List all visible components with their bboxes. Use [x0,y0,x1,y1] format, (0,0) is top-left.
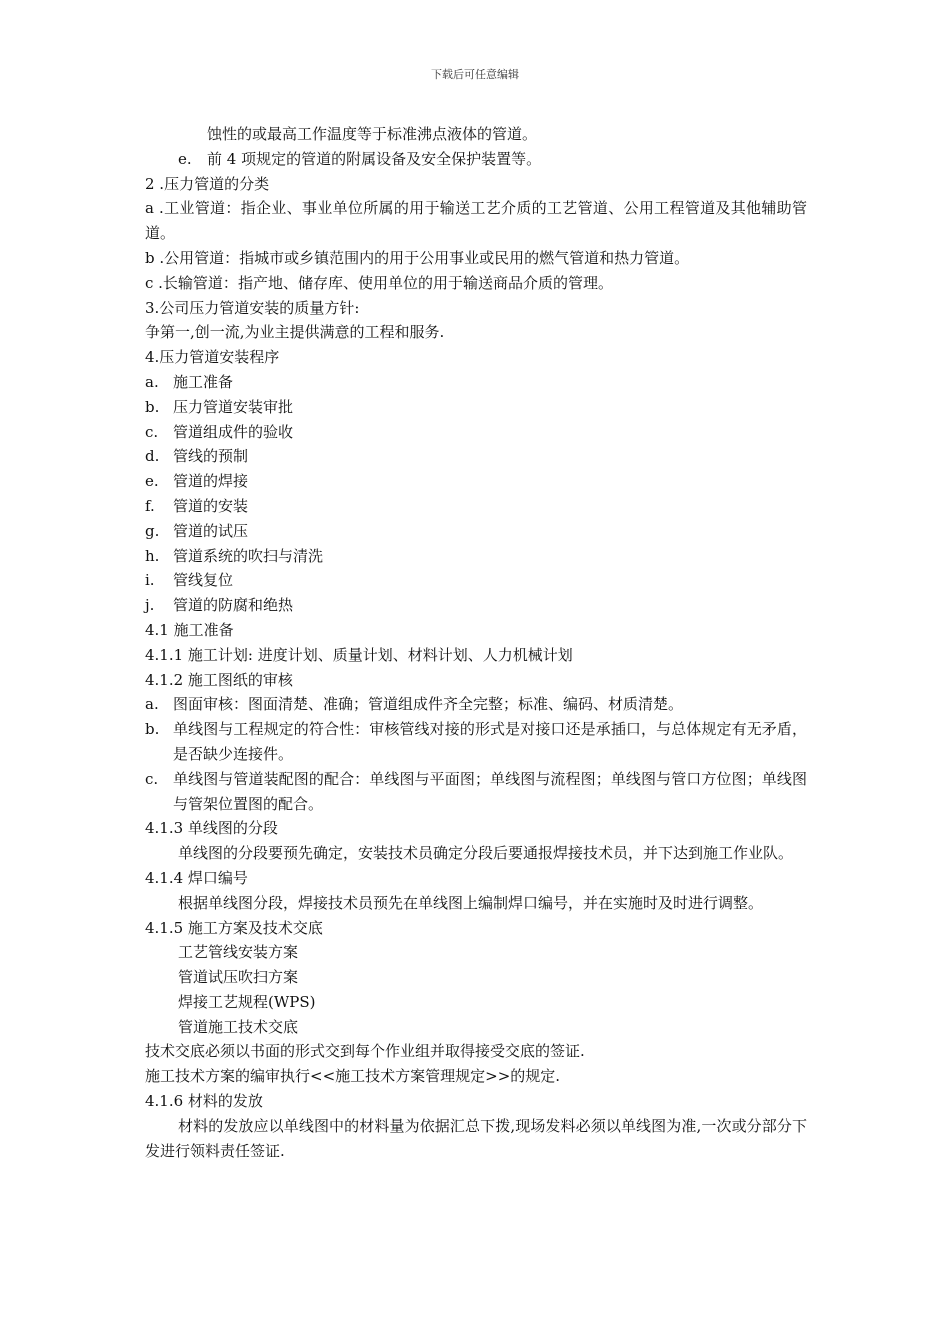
item-text: 单线图与工程规定的符合性：审核管线对接的形式是对接口还是承插口，与总体规定有无矛盾，是否缺少连接件。 [173,720,807,763]
section-3-heading: 3.公司压力管道安装的质量方针: [145,298,360,317]
item-marker: f. [145,496,155,515]
review-item [145,692,807,717]
review-item [145,717,807,767]
review-item [145,767,807,817]
section-2-item-b: b .公用管道：指城市或乡镇范围内的用于公用事业或民用的燃气管道和热力管道。 [145,248,690,267]
procedure-item [145,444,807,469]
section-2-heading: 2 .压力管道的分类 [145,174,270,193]
item-text: 管道系统的吹扫与清洗 [173,546,324,565]
plan-item: 工艺管线安装方案 [178,943,299,962]
plan-item: 管道试压吹扫方案 [178,968,299,987]
item-text: 管道组成件的验收 [173,422,294,441]
section-4-heading: 4.压力管道安装程序 [145,348,280,367]
item-text: 图面审核：图面清楚、准确；管道组成件齐全完整；标准、编码、材质清楚。 [173,695,684,714]
continued-line: 蚀性的或最高工作温度等于标准沸点液体的管道。 [207,125,538,143]
procedure-item [145,494,807,519]
plan-item: 焊接工艺规程(WPS) [178,992,316,1011]
item-marker: i. [145,571,155,590]
procedure-item [145,593,807,618]
item-marker: a. [145,372,159,391]
item-text: 管道的试压 [173,521,249,540]
procedure-item [145,395,807,420]
section-4-1-1: 4.1.1 施工计划: 进度计划、质量计划、材料计划、人力机械计划 [145,645,573,664]
section-4-1-5-note: 技术交底必须以书面的形式交到每个作业组并取得接受交底的签证. [145,1042,585,1061]
item-text: 管道的焊接 [173,472,249,491]
procedure-item [145,568,807,593]
section-3-text: 争第一,创一流,为业主提供满意的工程和服务. [145,323,445,342]
item-marker: e. [145,472,159,491]
procedure-item [145,469,807,494]
item-marker: h. [145,546,160,565]
procedure-item [145,370,807,395]
section-2-item-a: a .工业管道：指企业、事业单位所属的用于输送工艺介质的工艺管道、公用工程管道及其他辅助管道。 [145,199,807,243]
item-marker: g. [145,521,160,540]
item-text: 前 4 项规定的管道的附属设备及安全保护装置等。 [207,149,542,168]
section-4-1-2-heading: 4.1.2 施工图纸的审核 [145,670,293,689]
item-marker: b. [145,720,160,739]
section-4-1-6-heading: 4.1.6 材料的发放 [145,1092,263,1111]
item-text: 管线复位 [173,571,234,590]
item-marker: c. [145,769,159,788]
item-marker: c. [145,422,159,441]
item-marker: a. [145,695,159,714]
item-marker: d. [145,447,160,466]
item-text: 管线的预制 [173,447,249,466]
item-text: 施工准备 [173,372,234,391]
section-4-1-6-text: 材料的发放应以单线图中的材料量为依据汇总下拨,现场发料必须以单线图为准,一次或分部分下发进行领料责任签证. [145,1116,807,1160]
item-marker: j. [145,596,155,615]
section-2-item-c: c .长输管道：指产地、储存库、使用单位的用于输送商品介质的管理。 [145,273,613,292]
document-body [145,122,807,1163]
item-text: 压力管道安装审批 [173,397,294,416]
page-header: 下载后可任意编辑 [431,68,519,81]
procedure-item [145,519,807,544]
section-4-1-heading: 4.1 施工准备 [145,620,234,639]
section-4-1-3-text: 单线图的分段要预先确定，安装技术员确定分段后要通报焊接技术员，并下达到施工作业队。 [178,844,794,863]
section-4-1-5-note: 施工技术方案的编审执行<<施工技术方案管理规定>>的规定. [145,1067,561,1086]
item-marker: b. [145,397,160,416]
section-4-1-4-heading: 4.1.4 焊口编号 [145,868,248,887]
item-marker: e. [178,149,192,168]
procedure-item [145,420,807,445]
section-4-1-5-heading: 4.1.5 施工方案及技术交底 [145,918,323,937]
plan-item: 管道施工技术交底 [178,1017,299,1036]
section-4-1-3-heading: 4.1.3 单线图的分段 [145,819,278,838]
section-4-1-4-text: 根据单线图分段，焊接技术员预先在单线图上编制焊口编号，并在实施时及时进行调整。 [178,893,764,912]
procedure-item [145,544,807,569]
item-text: 管道的防腐和绝热 [173,596,294,615]
item-text: 管道的安装 [173,496,249,515]
item-text: 单线图与管道装配图的配合：单线图与平面图；单线图与流程图；单线图与管口方位图；单线图与管架位置图的配合。 [173,769,807,813]
list-item-e [145,147,807,172]
